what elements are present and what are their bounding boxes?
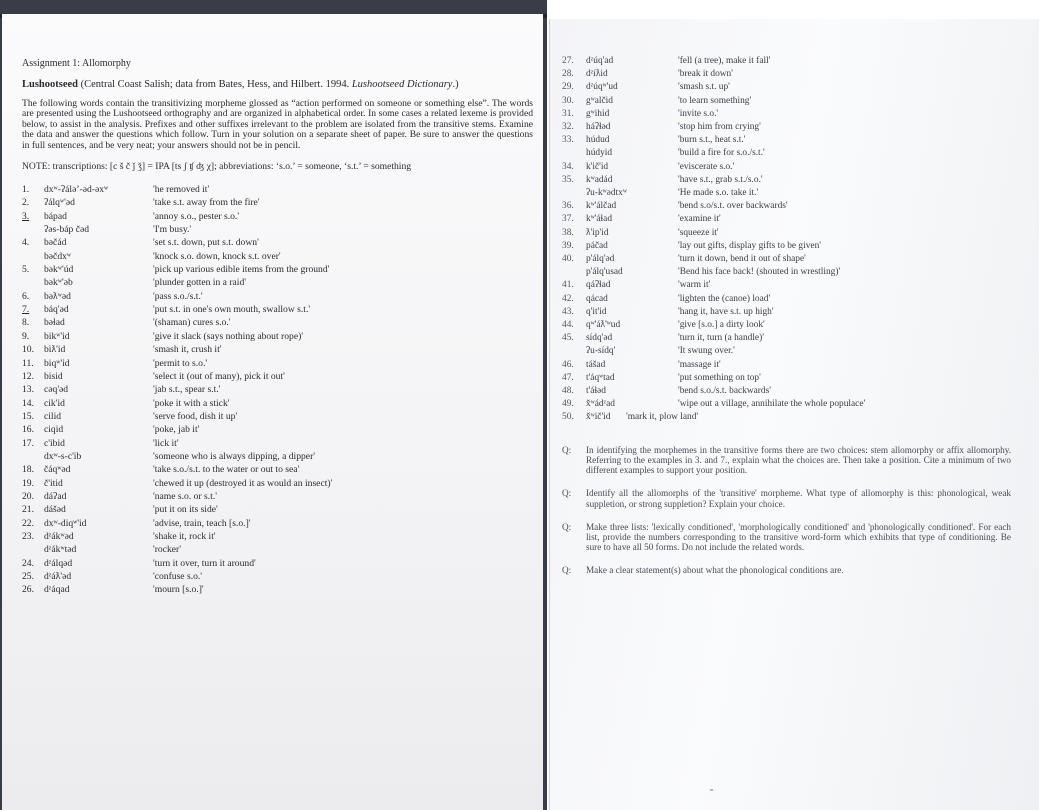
entry-gloss: 'poke it with a stick' [153,397,230,409]
question-text: Identify all the allomorphs of the 'transitive' morpheme. What type of allomorphy is this: phonological, weak suppletion, or strong suppletion? Explain your choice. [586,488,1011,509]
word-entry [22,423,533,436]
entry-gloss: 'serve food, dish it up' [153,410,238,422]
entry-form: bəɬad [44,317,65,329]
entry-gloss: 'put something on top' [678,372,761,383]
question-label: Q: [562,488,572,499]
entry-form: čáqʷəd [44,464,71,476]
transcription-note: NOTE: transcriptions: [c š č ǰ ǯ] = IPA [ts ʃ ʧ ʤ χ]; abbreviations: ‘s.o.’ = someone, ‘s.t.’ = something [22,161,412,173]
word-entry [562,332,1029,345]
word-entry [22,490,533,503]
entry-form: x̌ʷič'id [586,412,611,423]
entry-form: ƛ'ip'id [586,227,609,238]
entry-form: páčad [586,240,608,251]
entry-number: 8. [22,317,30,329]
word-entry [562,200,1029,213]
word-entry [22,263,533,276]
word-entry [22,370,533,383]
word-entry [22,557,533,570]
entry-form: bisid [44,370,63,382]
entry-gloss: 'smash it, crush it' [153,344,222,356]
entry-form: kʷadád [586,174,613,185]
entry-number: 20. [22,490,34,502]
entry-number: 30. [562,95,574,106]
word-entry [22,196,533,209]
entry-form: bəƛʷəd [44,290,71,302]
entry-gloss: 'It swung over.' [678,346,735,357]
entry-number: 7. [22,304,30,316]
entry-number: 18. [22,464,34,476]
word-entry [22,316,533,329]
word-entry [562,147,1029,160]
entry-gloss: 'examine it' [678,214,721,225]
question-label: Q: [562,521,572,532]
entry-form: qáʔɬad [586,280,611,291]
assignment-title: Assignment 1: Allomorphy [22,58,131,69]
entry-form: dxʷ-diqʷ'id [44,517,87,529]
word-entry [562,240,1029,253]
word-entry [22,276,533,289]
entry-gloss: 'pass s.o./s.t.' [153,290,203,302]
word-entry [562,227,1029,240]
entry-number: 37. [562,214,574,225]
entry-number: 10. [22,344,34,356]
entry-gloss: 'mourn [s.o.]' [153,584,204,596]
entry-gloss: 'name s.o. or s.t.' [153,490,217,502]
entry-number: 5. [22,264,30,276]
entry-gloss: 'turn it, turn (a handle)' [678,333,764,344]
word-entry [562,279,1029,292]
questions-section [562,445,1029,576]
entry-form: ʔálqʷ'əd [44,197,75,209]
entry-gloss: 'confuse s.o.' [153,571,203,582]
word-entry [22,383,533,396]
word-entry [562,359,1029,372]
entry-gloss: 'build a fire for s.o./s.t.' [678,148,765,159]
entry-gloss: 'plunder gotten in a raid' [153,277,246,289]
entry-form: biƛ'id [44,344,66,356]
entry-number: 1. [22,184,30,196]
entry-form: ciqid [44,424,64,436]
entry-gloss: 'knock s.o. down, knock s.t. over' [153,250,281,262]
entry-form: bikʷ'id [44,330,70,342]
entry-gloss: 'fell (a tree), make it fall' [678,56,771,66]
entry-number: 48. [562,386,574,397]
entry-number: 29. [562,82,574,93]
paper-smudge [710,789,713,791]
word-entry [562,161,1029,174]
entry-gloss: 'stop him from crying' [678,122,761,133]
entry-number: 12. [22,370,34,382]
entry-number [22,543,44,556]
entry-gloss: 'turn it down, bend it out of shape' [678,254,806,265]
entry-number: 42. [562,293,574,304]
entry-gloss: 'put it on its side' [153,504,218,516]
entry-number: 17. [22,437,34,449]
entry-number: 3. [22,210,30,222]
word-entry [562,385,1029,398]
entry-form: bəkʷ'úd [44,264,74,276]
word-entry [22,517,533,530]
question-text: Make three lists: 'lexically conditioned', 'morphologically conditioned' and 'phonologically conditioned'. For each list, provide the numbers corresponding to the transitive word-form which exhibits that type of conditioning. Be sure to have all 50 forms. Do not include the related words. [586,521,1011,553]
entry-form: sídq'əd [586,333,613,344]
entry-number: 9. [22,330,30,342]
question-item [562,445,1029,476]
entry-form: biqʷ'id [44,357,70,369]
entry-gloss: 'someone who is always dipping, a dipper' [153,450,315,462]
entry-number [562,187,586,200]
entry-number: 23. [22,530,34,542]
entry-gloss: 'give [s.o.] a dirty look' [678,320,765,331]
entry-number: 46. [562,359,574,370]
entry-number: 28. [562,69,574,80]
entry-number [562,345,586,358]
entry-gloss: 'lick it' [153,437,179,449]
entry-form: kʷ'áɬad [586,214,613,225]
entry-gloss: 'break it down' [678,69,733,80]
entry-number: 32. [562,122,574,133]
entry-form: cik'id [44,397,65,409]
entry-gloss: 'jab s.t., spear s.t.' [153,384,221,396]
entry-number: 34. [562,161,574,172]
word-entry [22,477,533,490]
question-item [562,488,1029,508]
language-name: Lushootseed [22,79,79,90]
word-entry [562,81,1029,94]
entry-form: bəčád [44,237,67,249]
left-page [2,14,543,810]
entry-form: ʔu-sídq' [586,346,616,357]
entry-number [562,147,586,160]
word-entry [562,134,1029,147]
entry-gloss: 'annoy s.o., pester s.o.' [153,210,240,222]
entry-gloss: 'rocker' [153,544,181,556]
entry-form: dᶻálqəd [44,557,73,569]
word-entry [562,213,1029,226]
entry-form: dáʔad [44,490,67,502]
word-entry [562,108,1029,121]
entry-gloss: 'burn s.t., heat s.t.' [678,135,746,146]
right-page [549,19,1039,810]
entry-number: 39. [562,240,574,251]
entry-number: 22. [22,517,34,529]
entry-form: bápad [44,210,67,222]
entry-form: q'it'id [586,306,607,317]
entry-form: dᶻákʷtəd [44,544,77,556]
word-entry [562,174,1029,187]
entry-number: 15. [22,410,34,422]
word-entry [22,343,533,356]
entry-gloss: 'He made s.o. take it.' [678,188,759,199]
word-list-right [562,55,1029,425]
entry-gloss: 'give it slack (says nothing about rope)' [153,330,303,342]
entry-number [22,250,44,263]
word-entry [22,330,533,343]
entry-gloss: 'chewed it up (destroyed it as would an insect)' [153,477,333,489]
entry-form: dᶻáqad [44,584,70,596]
entry-form: cəq'əd [44,384,69,396]
word-entry [22,183,533,196]
entry-form: dášəd [44,504,66,516]
word-entry [562,68,1029,81]
entry-gloss: 'advise, train, teach [s.o.]' [153,517,251,529]
entry-number: 47. [562,372,574,383]
word-entry [22,397,533,410]
entry-number: 33. [562,135,574,146]
source-dictionary-title: Lushootseed Dictionary [351,79,453,90]
word-entry [562,319,1029,332]
language-heading [22,79,533,90]
word-entry [562,187,1029,200]
entry-number: 16. [22,424,34,436]
entry-form: húdud [586,135,610,146]
entry-gloss: 'eviscerate s.o.' [678,161,735,172]
word-list-left [22,183,533,597]
word-entry [22,543,533,556]
word-entry [562,345,1029,358]
entry-number: 13. [22,384,34,396]
word-entry [562,372,1029,385]
entry-number: 35. [562,174,574,185]
entry-gloss: 'I'm busy.' [153,224,192,236]
word-entry [562,266,1029,279]
entry-number: 24. [22,557,34,569]
word-entry [22,570,533,583]
entry-number: 50. [562,412,574,423]
word-entry [22,530,533,543]
word-entry [22,410,533,423]
entry-gloss: 'wipe out a village, annihilate the whole populace' [678,399,866,410]
entry-gloss: 'pick up various edible items from the ground' [153,264,330,276]
entry-gloss: 'massage it' [678,359,721,370]
entry-gloss: 'permit to s.o.' [153,357,208,369]
entry-gloss: 'mark it, plow land' [626,412,699,423]
entry-number: 41. [562,280,574,291]
word-entry [22,236,533,249]
entry-form: dᶻúq'ad [586,56,614,66]
entry-form: ʔəs-báp čəd [44,224,90,236]
entry-gloss: 'turn it over, turn it around' [153,557,256,569]
entry-form: bəkʷ'əb [44,277,73,289]
entry-gloss: 'poke, jab it' [153,424,200,436]
word-entry [22,450,533,463]
entry-number: 4. [22,237,30,249]
entry-form: dxʷ-s-c'ib [44,450,82,462]
entry-number: 14. [22,397,34,409]
entry-number: 6. [22,290,30,302]
entry-gloss: 'squeeze it' [678,227,719,238]
entry-gloss: 'select it (out of many), pick it out' [153,370,285,382]
word-entry [22,503,533,516]
entry-form: ʔu-kʷədtxʷ [586,188,627,199]
word-entry [562,121,1029,134]
question-label: Q: [562,565,572,576]
entry-gloss: 'lay out gifts, display gifts to be given' [678,240,821,251]
entry-gloss: 'invite s.o.' [678,108,719,119]
entry-gloss: 'have s.t., grab s.t./s.o.' [678,174,763,185]
entry-form: p'álq'əd [586,254,615,265]
word-entry [22,357,533,370]
entry-gloss: 'bend s.o/s.t. over backwards' [678,201,788,212]
question-text: In identifying the morphemes in the transitive forms there are two choices: stem allomorphy or affix allomorphy. Referring to the examples in 3. and 7., explain what the choices are. Then take a position. Cite a minimum of two different examples to support your position. [586,444,1011,476]
entry-form: bəčdxʷ [44,250,72,262]
entry-form: tášad [586,359,606,370]
word-entry [22,250,533,263]
entry-form: dᶻúqʷ'ud [586,82,618,93]
entry-gloss: 'put s.t. in one's own mouth, swallow s.t.' [153,304,311,316]
entry-number [22,223,44,236]
entry-form: k'ič'id [586,161,609,172]
entry-form: c'ibid [44,437,65,449]
entry-form: háʔɬəd [586,122,611,133]
word-entry [562,95,1029,108]
word-entry [22,463,533,476]
entry-form: x̌ʷádᶻad [586,399,615,410]
word-entry [562,306,1029,319]
entry-number: 31. [562,108,574,119]
entry-gloss: 'he removed it' [153,184,210,196]
entry-number: 44. [562,320,574,331]
question-item [562,565,1029,575]
entry-form: cilid [44,410,62,422]
question-item [562,522,1029,553]
entry-form: húdyid [586,148,613,159]
entry-number: 40. [562,254,574,265]
instructions-paragraph: The following words contain the transitivizing morpheme glossed as “action performed on someone or something else”. The words are presented using the Lushootseed orthography and are organized in alphabetical order. In some cases a related lexeme is provided below, to assist in the analysis. Prefixes and other suffixes irrelevant to the problem are isolated from the transitive stems. Examine the data and answer the questions which follow. Turn in your solution on a separate sheet of paper. Be sure to answer the questions in full sentences, and be very neat; your answers should not be in pencil. [22,98,533,151]
word-entry [562,398,1029,411]
word-entry [22,437,533,450]
entry-number [22,450,44,463]
entry-number: 26. [22,584,34,596]
entry-gloss: 'smash s.t. up' [678,82,730,93]
entry-form: kʷ'álčad [586,201,617,212]
entry-form: qácad [586,293,608,304]
entry-form: č'itid [44,477,63,489]
entry-gloss: 'take s.o./s.t. to the water or out to sea' [153,464,300,476]
source-citation-end: .) [452,79,459,90]
question-text: Make a clear statement(s) about what the phonological conditions are. [586,565,844,576]
entry-number: 38. [562,227,574,238]
entry-number: 19. [22,477,34,489]
entry-form: qʷ'áƛ'ʷud [586,320,621,331]
entry-form: dᶻákʷəd [44,530,74,542]
word-entry [22,583,533,596]
entry-gloss: 'shake it, rock it' [153,530,216,542]
word-entry [562,253,1029,266]
entry-number: 36. [562,201,574,212]
entry-form: t'áqʷtad [586,372,615,383]
source-citation: (Central Coast Salish; data from Bates, Hess, and Hilbert. 1994. [80,79,352,90]
word-entry [562,411,1029,424]
entry-number: 27. [562,56,574,66]
entry-number: 11. [22,357,34,369]
entry-form: gʷihid [586,108,610,119]
word-entry [22,290,533,303]
entry-gloss: '(shaman) cures s.o.' [153,317,231,329]
question-label: Q: [562,444,572,455]
entry-gloss: 'set s.t. down, put s.t. down' [153,237,259,249]
entry-form: gʷalčid [586,95,613,106]
entry-number: 49. [562,399,574,410]
entry-gloss: 'hang it, have s.t. up high' [678,306,774,317]
entry-number: 25. [22,571,34,582]
entry-form: báq'əd [44,304,69,316]
entry-gloss: 'Bend his face back! (shouted in wrestling)' [678,267,841,278]
entry-number [562,266,586,279]
entry-number [22,276,44,289]
entry-gloss: 'to learn something' [678,95,752,106]
entry-form: dᶻáƛ'əd [44,571,72,582]
entry-gloss: 'take s.t. away from the fire' [153,197,260,209]
entry-form: t'áɬəd [586,386,606,397]
word-entry [562,293,1029,306]
entry-gloss: 'bend s.o./s.t. backwards' [678,386,771,397]
word-entry [22,303,533,316]
entry-gloss: 'lighten the (canoe) load' [678,293,771,304]
word-entry [22,223,533,236]
word-entry [562,55,1029,68]
entry-number: 45. [562,333,574,344]
entry-gloss: 'warm it' [678,280,711,291]
word-entry [22,210,533,223]
entry-number: 2. [22,197,30,209]
entry-form: dᶻíƛid [586,69,608,80]
entry-form: p'álq'usad [586,267,623,278]
entry-number: 43. [562,306,574,317]
entry-form: dxʷ-ʔáləʼ-əd-əxʷ [44,184,109,196]
entry-number: 21. [22,504,34,516]
